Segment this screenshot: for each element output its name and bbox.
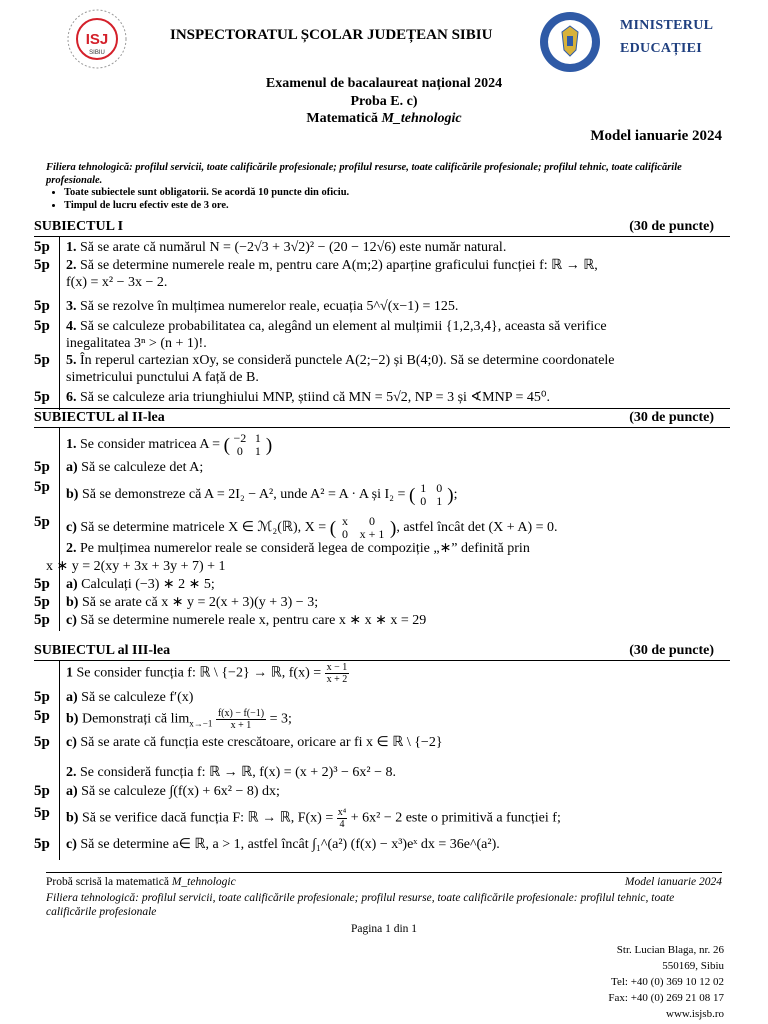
divider (34, 236, 730, 237)
exam-proba: Proba E. c) (350, 94, 418, 109)
section-3-header: SUBIECTUL al III-lea (30 de puncte) (34, 643, 714, 658)
inspectorat-title: INSPECTORATUL ȘCOLAR JUDEȚEAN SIBIU (170, 27, 493, 43)
section-1-header: SUBIECTUL I (30 de puncte) (34, 219, 714, 234)
contact-block: Str. Lucian Blaga, nr. 26 550169, Sibiu Tel: +40 (0) 369 10 12 02 Fax: +40 (0) 269 21 08 17 www.isjsb.ro (464, 942, 724, 1022)
divider (59, 236, 60, 410)
page-number: Pagina 1 din 1 (350, 923, 418, 935)
exam-subject: Matematică M_tehnologic (306, 111, 462, 126)
fraction: $\frac{x - 1}{x + 2}$ (326, 662, 348, 685)
fraction: $\frac{f(x) - f(-1)}{x + 1}$ (217, 708, 265, 731)
divider (59, 660, 60, 860)
divider (34, 660, 730, 661)
divider (34, 427, 730, 428)
exam-instructions: Filiera tehnologică: profilul servicii, toate calificările profesionale; profilul resurse, toate calificările profesionale; profilul tehnic, toate calificările profesionale. • Toate subiectele sunt obligatorii. Se acordă 10 puncte din oficiu. • Timpul de lucru efectiv este de 3 ore. (46, 162, 724, 212)
footer-filiera: Filiera tehnologică: profilul servicii, toate calificările profesionale; profilul resurse, toate calificările profesionale: profilul tehnic, toate calificările profesionale (46, 892, 675, 918)
isj-sibiu-logo (66, 8, 128, 70)
section-2-header: SUBIECTUL al II-lea (30 de puncte) (34, 410, 714, 425)
footer-divider (46, 872, 722, 873)
rule-item: • Timpul de lucru efectiv este de 3 ore. (64, 200, 724, 213)
divider (59, 427, 60, 631)
matrix-x: x 0 0 x + 1 (342, 514, 385, 541)
svg-text:SIBIU: SIBIU (89, 50, 105, 56)
svg-text:ISJ: ISJ (85, 31, 109, 48)
government-seal (538, 10, 602, 74)
website-link[interactable]: www.isjsb.ro (666, 1008, 724, 1020)
rule-item: • Toate subiectele sunt obligatorii. Se acordă 10 puncte din oficiu. (64, 187, 724, 200)
ministry-name: MINISTERUL EDUCAȚIEI (620, 18, 714, 56)
matrix-a: −2 1 0 1 (233, 431, 261, 458)
fraction: $\frac{\text{x⁴}}{4}$ (337, 807, 347, 830)
exam-title: Examenul de bacalaureat național 2024 (265, 76, 503, 91)
page-header (0, 0, 768, 70)
footer-line: Probă scrisă la matematică M_tehnologic Model ianuarie 2024 (46, 876, 722, 888)
model-label: Model ianuarie 2024 (590, 128, 722, 144)
divider (34, 408, 730, 409)
matrix-i2: 1 0 0 1 (420, 481, 443, 508)
